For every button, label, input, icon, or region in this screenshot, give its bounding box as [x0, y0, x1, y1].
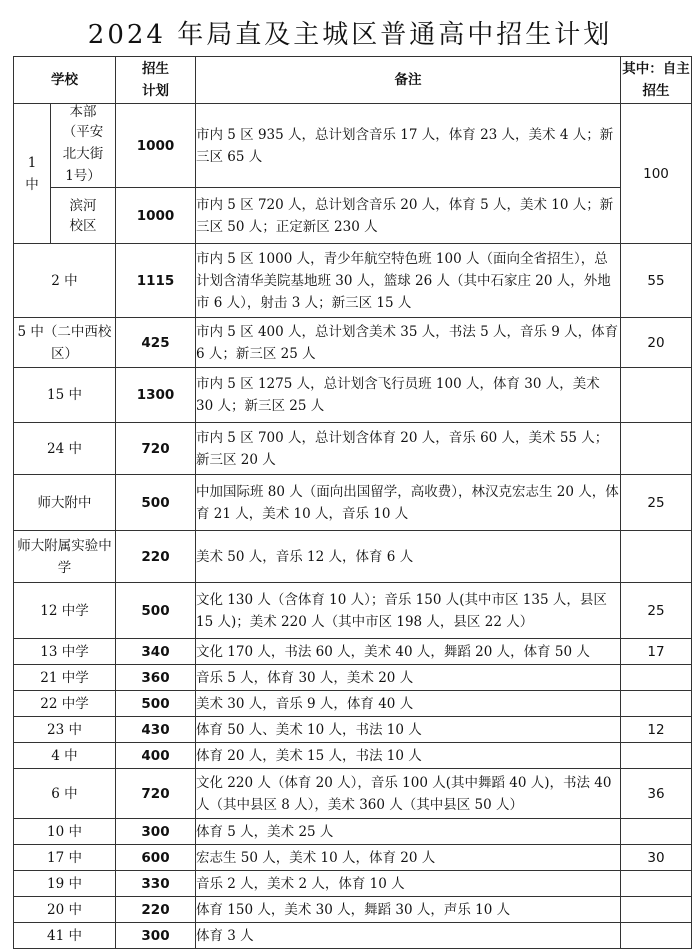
table-row: [14, 639, 692, 665]
school-name-cell: 2 中: [14, 244, 116, 318]
note-cell: 中加国际班 80 人（面向出国留学，高收费），林汉克宏志生 20 人，体育 21 人，美术 10 人，音乐 10 人: [196, 475, 621, 531]
header-row: [14, 57, 692, 104]
campus-main-line1: 本部: [69, 104, 97, 120]
school-name-cell: 13 中学: [14, 639, 116, 665]
school1-self-enroll: 100: [621, 104, 692, 244]
school-name-cell: 10 中: [14, 819, 116, 845]
school-name-cell: 19 中: [14, 871, 116, 897]
school-name-cell: 4 中: [14, 743, 116, 769]
school-name-cell: 12 中学: [14, 583, 116, 639]
note-cell: 体育 20 人，美术 15 人，书法 10 人: [196, 743, 621, 769]
plan-cell: 330: [116, 871, 196, 897]
table-row: [14, 475, 692, 531]
plan-cell: 425: [116, 318, 196, 368]
self-enroll-cell: [621, 665, 692, 691]
table-row: [14, 769, 692, 819]
school1-campus-main-note: 市内 5 区 935 人，总计划含音乐 17 人，体育 23 人，美术 4 人；新三区 65 人: [196, 104, 621, 188]
school-name-cell: 41 中: [14, 923, 116, 949]
plan-cell: 220: [116, 897, 196, 923]
plan-cell: 340: [116, 639, 196, 665]
school-name-cell: 24 中: [14, 423, 116, 475]
self-enroll-cell: [621, 691, 692, 717]
school1-campus-main: [51, 104, 116, 188]
table-row: [14, 845, 692, 871]
note-cell: 美术 30 人，音乐 9 人，体育 40 人: [196, 691, 621, 717]
plan-cell: 300: [116, 819, 196, 845]
self-enroll-cell: 12: [621, 717, 692, 743]
note-cell: 体育 3 人: [196, 923, 621, 949]
table-row: [14, 871, 692, 897]
school-name-cell: 21 中学: [14, 665, 116, 691]
enrollment-plan-table: [13, 56, 692, 949]
plan-cell: 430: [116, 717, 196, 743]
self-enroll-cell: [621, 743, 692, 769]
school1-campus-binhe-plan: 1000: [116, 188, 196, 244]
self-enroll-cell: 20: [621, 318, 692, 368]
header-self-line2: 招生: [642, 83, 670, 99]
school-name-cell: 22 中学: [14, 691, 116, 717]
header-notes: 备注: [196, 57, 621, 104]
campus-main-line3: 北大街: [62, 146, 104, 162]
table-row: [14, 923, 692, 949]
note-cell: 市内 5 区 400 人，总计划含美术 35 人，书法 5 人，音乐 9 人，体育 6 人；新三区 25 人: [196, 318, 621, 368]
self-enroll-cell: 55: [621, 244, 692, 318]
table-row: [14, 743, 692, 769]
note-cell: 文化 130 人（含体育 10 人）；音乐 150 人(其中市区 135 人，县区 15 人)；美术 220 人（其中市区 198 人，县区 22 人）: [196, 583, 621, 639]
note-cell: 体育 5 人，美术 25 人: [196, 819, 621, 845]
school-name-cell: 师大附中: [14, 475, 116, 531]
note-cell: 音乐 2 人，美术 2 人，体育 10 人: [196, 871, 621, 897]
table-row: [14, 717, 692, 743]
table-row: [14, 318, 692, 368]
school1-campus-main-plan: 1000: [116, 104, 196, 188]
note-cell: 体育 150 人，美术 30 人，舞蹈 30 人，声乐 10 人: [196, 897, 621, 923]
plan-cell: 1300: [116, 368, 196, 423]
campus-main-line2: （平安: [62, 124, 104, 140]
plan-cell: 500: [116, 583, 196, 639]
school1-campus-binhe: [51, 188, 116, 244]
table-row: [14, 819, 692, 845]
plan-cell: 500: [116, 475, 196, 531]
table-row: [14, 897, 692, 923]
campus-binhe-line2: 校区: [69, 217, 97, 234]
table-row: [14, 691, 692, 717]
plan-cell: 1115: [116, 244, 196, 318]
header-plan: [116, 57, 196, 104]
self-enroll-cell: [621, 819, 692, 845]
school-name-cell: 5 中（二中西校区）: [14, 318, 116, 368]
header-self-enroll: [621, 57, 692, 104]
self-enroll-cell: 17: [621, 639, 692, 665]
note-cell: 体育 50 人、美术 10 人，书法 10 人: [196, 717, 621, 743]
self-enroll-cell: 30: [621, 845, 692, 871]
note-cell: 宏志生 50 人，美术 10 人，体育 20 人: [196, 845, 621, 871]
school1-campus-binhe-note: 市内 5 区 720 人，总计划含音乐 20 人，体育 5 人，美术 10 人；新三区 50 人；正定新区 230 人: [196, 188, 621, 244]
school-name-cell: 20 中: [14, 897, 116, 923]
note-cell: 文化 220 人（体育 20 人），音乐 100 人(其中舞蹈 40 人)，书法 40 人（其中县区 8 人），美术 360 人（其中县区 50 人）: [196, 769, 621, 819]
note-cell: 美术 50 人，音乐 12 人，体育 6 人: [196, 531, 621, 583]
school-name-cell: 15 中: [14, 368, 116, 423]
self-enroll-cell: 25: [621, 583, 692, 639]
table-row-school1-main: [14, 104, 692, 188]
table-row: [14, 244, 692, 318]
table-row: [14, 423, 692, 475]
header-school: 学校: [14, 57, 116, 104]
table-row-school1-binhe: [14, 188, 692, 244]
self-enroll-cell: 25: [621, 475, 692, 531]
school-name-cell: 6 中: [14, 769, 116, 819]
table-row: [14, 665, 692, 691]
plan-cell: 720: [116, 423, 196, 475]
self-enroll-cell: 36: [621, 769, 692, 819]
page-title: 2024 年局直及主城区普通高中招生计划: [87, 20, 613, 50]
school-name-cell: 23 中: [14, 717, 116, 743]
school1-name: [14, 104, 51, 244]
note-cell: 市内 5 区 1000 人，青少年航空特色班 100 人（面向全省招生），总计划含清华美院基地班 30 人，篮球 26 人（其中石家庄 20 人，外地市 6 人），射击 3 人；新三区 15 人: [196, 244, 621, 318]
school-name-cell: 17 中: [14, 845, 116, 871]
plan-cell: 360: [116, 665, 196, 691]
self-enroll-cell: [621, 368, 692, 423]
self-enroll-cell: [621, 423, 692, 475]
self-enroll-cell: [621, 531, 692, 583]
plan-cell: 300: [116, 923, 196, 949]
header-plan-line1: 招生: [142, 61, 169, 77]
plan-cell: 720: [116, 769, 196, 819]
note-cell: 文化 170 人，书法 60 人，美术 40 人，舞蹈 20 人，体育 50 人: [196, 639, 621, 665]
table-row: [14, 368, 692, 423]
table-row: [14, 531, 692, 583]
note-cell: 市内 5 区 700 人，总计划含体育 20 人，音乐 60 人，美术 55 人；新三区 20 人: [196, 423, 621, 475]
self-enroll-cell: [621, 897, 692, 923]
plan-cell: 400: [116, 743, 196, 769]
school1-name-line2: 中: [25, 176, 39, 193]
table-row: [14, 583, 692, 639]
school1-name-line1: 1: [27, 154, 37, 171]
header-plan-line2: 计划: [142, 83, 169, 99]
self-enroll-cell: [621, 871, 692, 897]
plan-cell: 500: [116, 691, 196, 717]
header-self-line1: 其中：自主: [622, 61, 690, 77]
school-name-cell: 师大附属实验中学: [14, 531, 116, 583]
campus-binhe-line1: 滨河: [69, 197, 97, 214]
self-enroll-cell: [621, 923, 692, 949]
plan-cell: 600: [116, 845, 196, 871]
plan-cell: 220: [116, 531, 196, 583]
campus-main-line4: 1号）: [65, 168, 101, 184]
note-cell: 音乐 5 人，体育 30 人，美术 20 人: [196, 665, 621, 691]
note-cell: 市内 5 区 1275 人，总计划含飞行员班 100 人，体育 30 人，美术 30 人；新三区 25 人: [196, 368, 621, 423]
